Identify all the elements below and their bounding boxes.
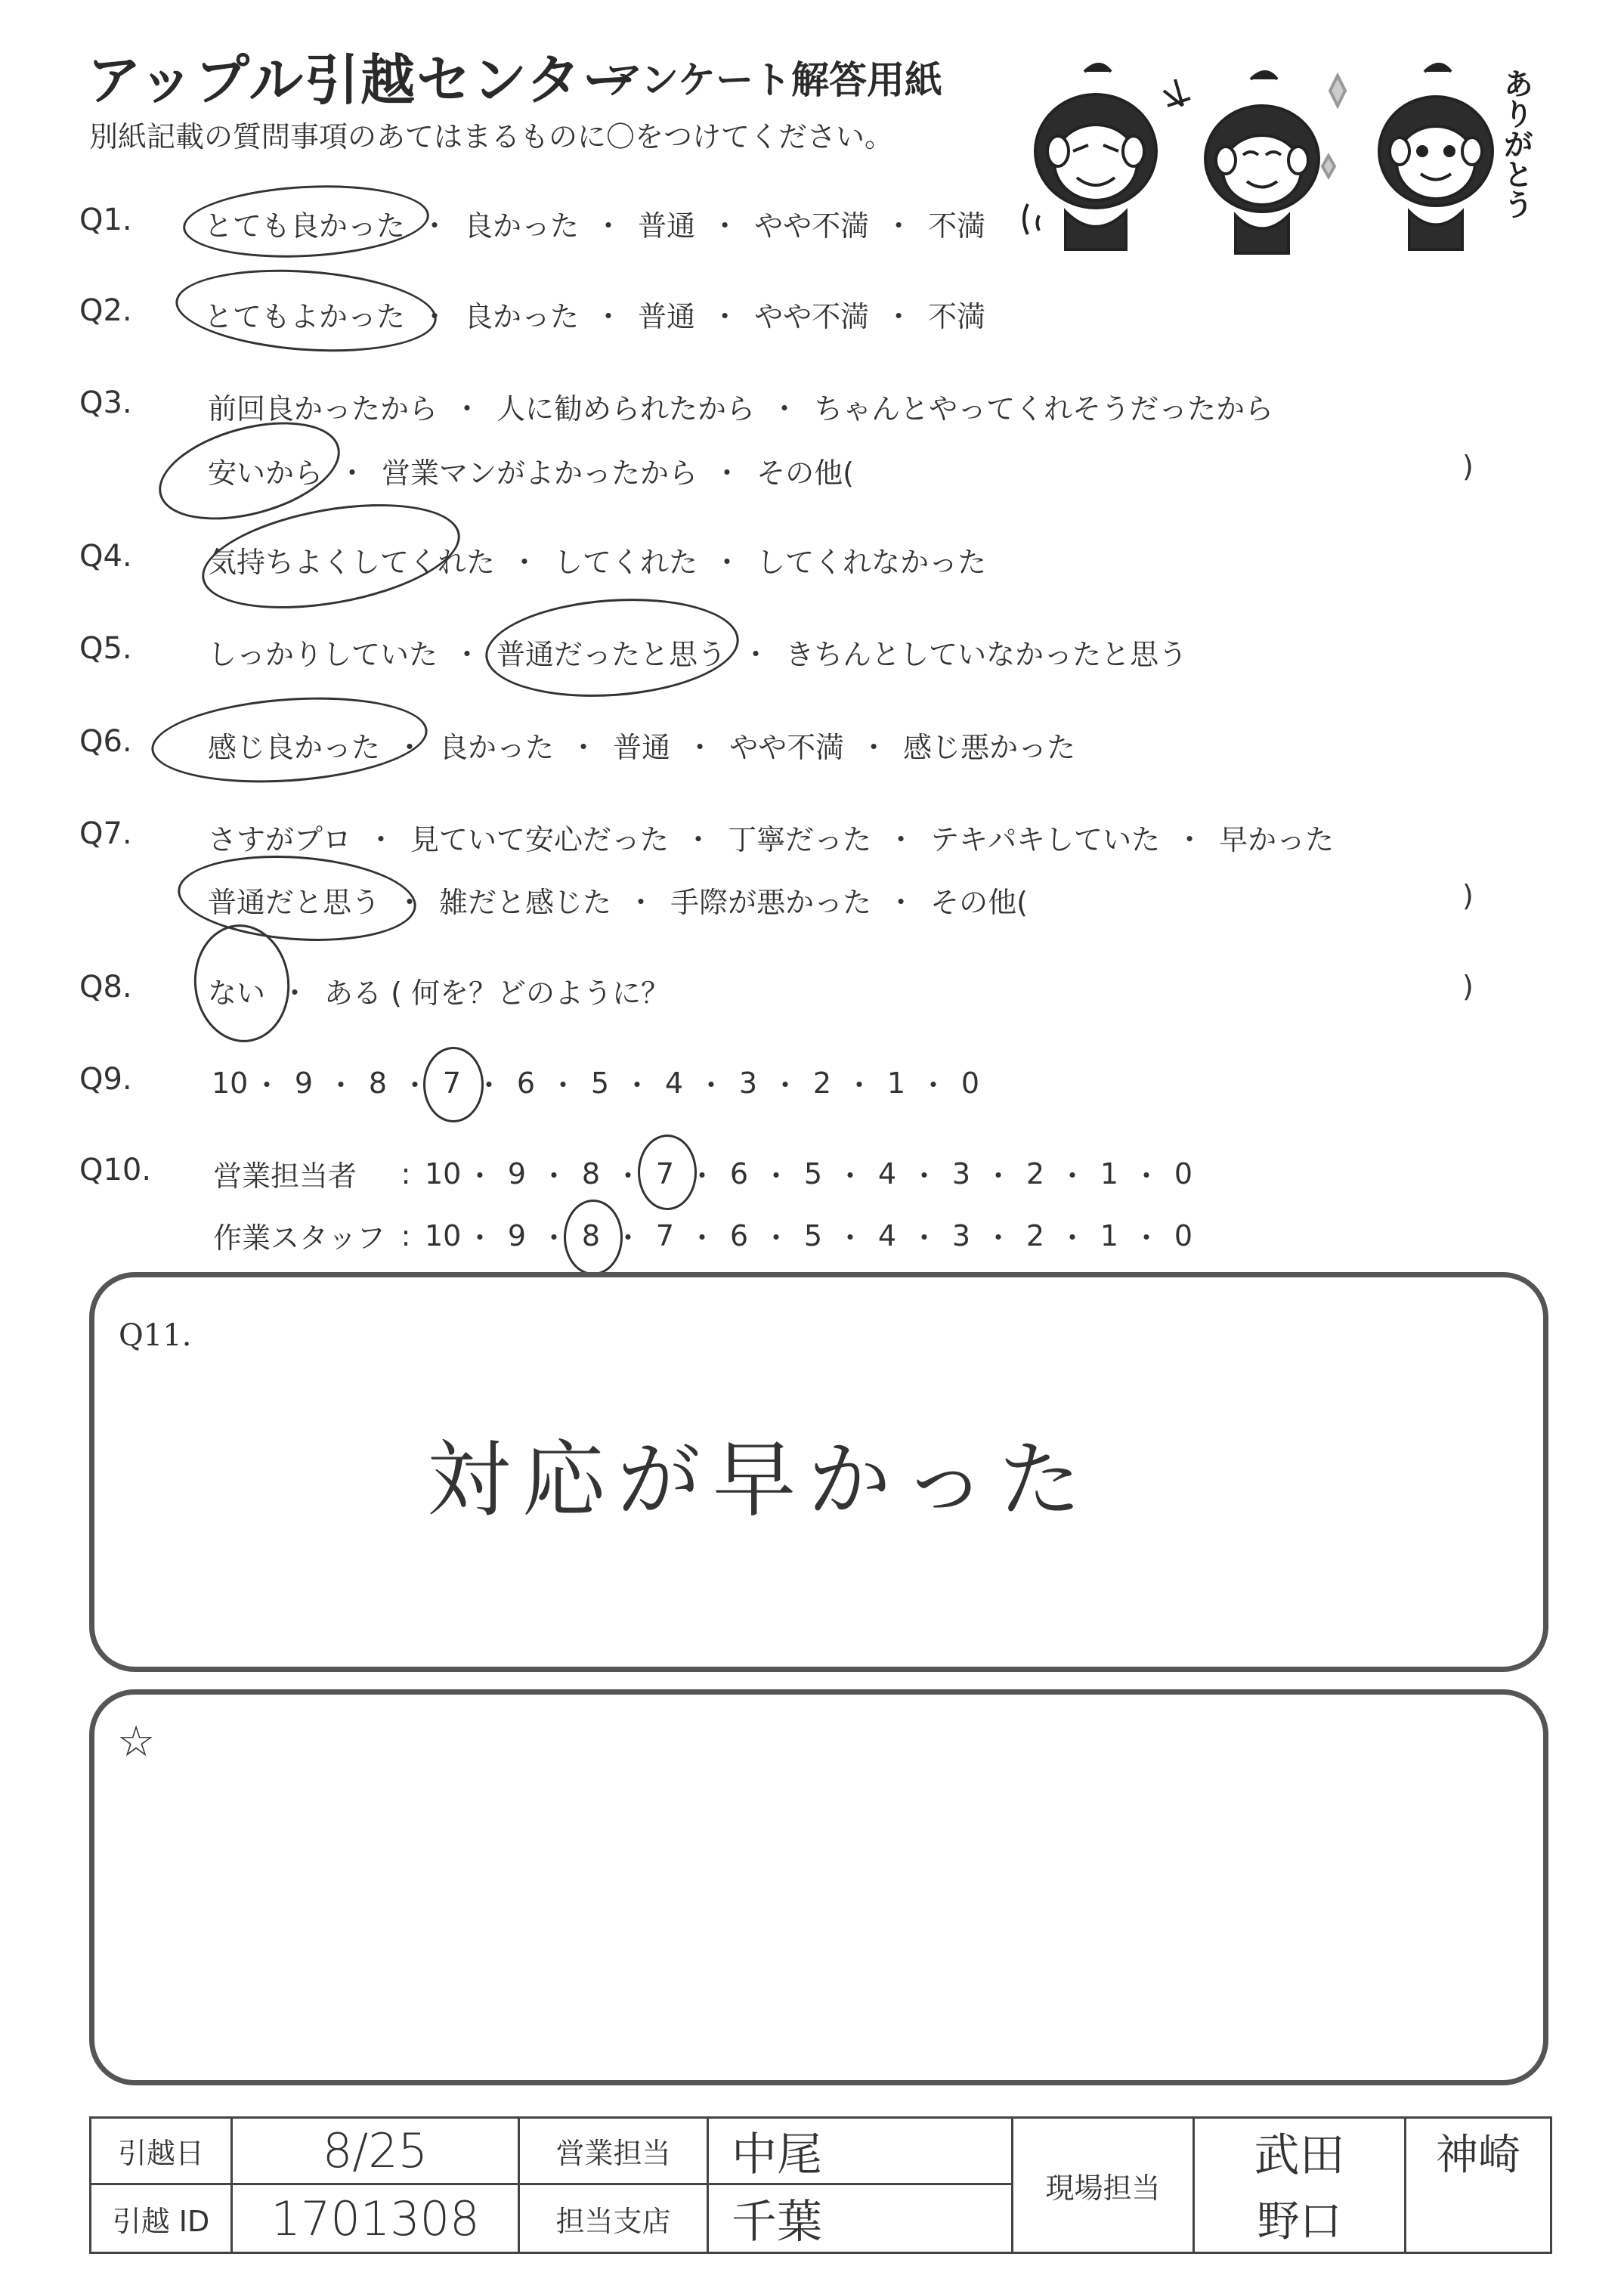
q8-other-close: ) [1462,970,1474,1003]
q10-sales-score-3[interactable]: 3 [951,1156,971,1190]
site-rep-3: 野口 [1195,2185,1406,2252]
q10-staff-score-7[interactable]: 7 [655,1218,675,1252]
site-rep-label: 現場担当 [1013,2119,1195,2252]
q7-option-6[interactable]: 普通だと思う [208,879,380,921]
q9-score-10[interactable]: 10 [212,1066,249,1100]
q9-score-6[interactable]: 6 [516,1066,536,1100]
sales-rep-value: 中尾 [709,2119,1013,2183]
q10-staff-score-8[interactable]: 8 [573,1219,609,1252]
q7-option-1[interactable]: さすがプロ [208,823,352,856]
q11-answer-text: 対応が早かった [427,1432,1093,1528]
q3-other-close: ) [1462,450,1474,483]
move-info-table [89,2116,1552,2254]
q6-option-1[interactable]: 感じ良かった [208,724,380,766]
q10-sales-score-2[interactable]: 2 [1025,1156,1045,1190]
q10-staff-score-0[interactable]: 0 [1174,1218,1193,1252]
q10-sales-score-0[interactable]: 0 [1174,1156,1193,1190]
q7-option-8[interactable]: 手際が悪かった [670,886,872,919]
q2-label: Q2. [79,293,132,328]
move-date-label: 引越日 [91,2119,233,2183]
q10-staff-score-2[interactable]: 2 [1025,1218,1045,1252]
q5-option-1[interactable]: しっかりしていた [208,638,438,671]
q1-options: とても良かった ・ 良かった ・ 普通 ・ やや不満 ・ 不満 [204,203,985,244]
instruction-text: 別紙記載の質問事項のあてはまるものに〇をつけてください。 [89,120,894,153]
q7-option-other[interactable]: その他( [930,886,1028,919]
q10-staff-label: 作業スタッフ [213,1221,386,1255]
q9-score-2[interactable]: 2 [812,1066,832,1100]
q10-sales-colon: : [401,1156,411,1190]
q10-staff-score-9[interactable]: 9 [507,1218,527,1252]
site-rep-1: 武田 [1195,2119,1406,2185]
q10-label: Q10. [79,1153,152,1187]
q3-label: Q3. [79,385,132,420]
q10-staff-score-6[interactable]: 6 [729,1218,749,1252]
q6-option-4[interactable]: やや不満 [729,731,845,764]
form-subtitle: アンケート解答用紙 [605,58,942,102]
q6-options: 感じ良かった ・ 良かった ・ 普通 ・ やや不満 ・ 感じ悪かった [208,724,1075,766]
q7-label: Q7. [79,816,132,851]
q4-option-1[interactable]: 気持ちよくしてくれた [208,539,495,580]
q7-option-4[interactable]: テキパキしていた [930,823,1161,856]
q10-sales-row: 営業担当者 : 10 ・ 9 ・ 8 ・ 7 ・ 6 ・ 5 ・ 4 ・ 3 ・ 2 ・ 1 ・ 0 [213,1153,1202,1194]
mascot-illustration [1013,53,1534,257]
q1-option-4[interactable]: やや不満 [754,209,870,243]
q1-label: Q1. [79,203,132,237]
q10-sales-score-8[interactable]: 8 [581,1156,601,1190]
q2-option-1[interactable]: とてもよかった [204,293,405,335]
mascot-monkey-1 [1024,64,1156,249]
q7-options-line1: さすがプロ ・ 見ていて安心だった ・ 丁寧だった ・ テキパキしていた ・ 早かった [208,816,1334,858]
q3-options-line2: 安いから ・ 営業マンがよかったから ・ その他( [208,450,854,491]
q9-score-0[interactable]: 0 [960,1066,980,1100]
star-label: ☆ [117,1717,156,1766]
q3-option-5[interactable]: 営業マンがよかったから [382,457,698,490]
q2-option-3[interactable]: 普通 [638,300,696,333]
move-id-value: 1701308 [233,2185,520,2252]
q2-option-5[interactable]: 不満 [928,300,986,333]
q10-sales-score-9[interactable]: 9 [507,1156,527,1190]
q3-option-4[interactable]: 安いから [208,450,323,491]
q6-label: Q6. [79,724,132,759]
q8-option-1[interactable]: ない [208,970,265,1011]
q3-option-other[interactable]: その他( [756,457,854,490]
q9-score-3[interactable]: 3 [738,1066,758,1100]
q10-staff-row: 作業スタッフ : 10 ・ 9 ・ 8 ・ 7 ・ 6 ・ 5 ・ 4 ・ 3 ・ 2 ・ 1 ・ 0 [213,1215,1202,1256]
q10-sales-score-7[interactable]: 7 [647,1157,683,1190]
q4-options: 気持ちよくしてくれた ・ してくれた ・ してくれなかった [208,539,986,580]
move-id-label: 引越 ID [91,2185,233,2252]
move-date-value: 8/25 [233,2119,520,2183]
q9-scale: 10 ・ 9 ・ 8 ・ 7 ・ 6 ・ 5 ・ 4 ・ 3 ・ 2 ・ 1 ・ 0 [212,1062,988,1104]
q1-option-3[interactable]: 普通 [638,209,696,243]
branch-value: 千葉 [709,2185,1013,2252]
q7-option-7[interactable]: 雑だと感じた [439,886,612,919]
q8-option-2[interactable]: ある ( 何を？どのように？ [324,977,670,1010]
q10-staff-score-5[interactable]: 5 [803,1218,823,1252]
q4-label: Q4. [79,539,132,574]
q6-option-2[interactable]: 良かった [439,731,555,764]
q1-option-2[interactable]: 良かった [464,209,580,243]
branch-label: 担当支店 [520,2185,709,2252]
q2-option-4[interactable]: やや不満 [754,300,870,333]
q10-staff-score-10[interactable]: 10 [425,1218,462,1252]
q6-option-3[interactable]: 普通 [613,731,671,764]
q4-option-2[interactable]: してくれた [554,546,698,579]
mascot-monkey-3 [1322,64,1493,249]
sales-rep-label: 営業担当 [520,2119,709,2183]
thanks-text: ありがとう [1499,68,1533,219]
q9-score-1[interactable]: 1 [886,1066,906,1100]
q3-option-1[interactable]: 前回良かったから [208,392,438,426]
free-comment-box[interactable] [89,1689,1548,2085]
mascot-monkey-2 [1164,72,1319,253]
q5-option-2[interactable]: 普通だったと思う [496,631,726,673]
q5-options: しっかりしていた ・ 普通だったと思う ・ きちんとしていなかったと思う [208,631,1187,673]
q9-score-8[interactable]: 8 [368,1066,388,1100]
q1-option-1[interactable]: とても良かった [204,203,405,244]
q10-staff-score-3[interactable]: 3 [951,1218,971,1252]
q10-staff-colon: : [401,1218,411,1252]
q5-label: Q5. [79,631,132,666]
q9-score-7[interactable]: 7 [434,1067,470,1100]
q10-sales-score-1[interactable]: 1 [1100,1156,1119,1190]
q7-other-close: ) [1462,879,1474,912]
q9-label: Q9. [79,1062,132,1097]
q9-score-9[interactable]: 9 [294,1066,314,1100]
q3-options-line1: 前回良かったから ・ 人に勧められたから ・ ちゃんとやってくれそうだったから [208,385,1273,427]
q10-sales-score-10[interactable]: 10 [425,1156,462,1190]
q10-sales-score-5[interactable]: 5 [803,1156,823,1190]
company-title: アップル引越センター [87,48,639,112]
q7-options-line2: 普通だと思う ・ 雑だと感じた ・ 手際が悪かった ・ その他( [208,879,1028,921]
q8-label: Q8. [79,970,132,1005]
q10-sales-score-6[interactable]: 6 [729,1156,749,1190]
q10-sales-label: 営業担当者 [213,1159,357,1193]
q5-option-3[interactable]: きちんとしていなかったと思う [785,638,1188,671]
site-rep-2: 神崎 [1436,2131,1520,2180]
q2-options: とてもよかった ・ 良かった ・ 普通 ・ やや不満 ・ 不満 [204,293,985,335]
site-rep-empty [1406,2185,1550,2252]
q7-option-5[interactable]: 早かった [1219,823,1335,856]
q3-option-3[interactable]: ちゃんとやってくれそうだったから [814,392,1274,426]
q10-staff-score-1[interactable]: 1 [1100,1218,1119,1252]
q7-option-2[interactable]: 見ていて安心だった [410,823,670,856]
q6-option-5[interactable]: 感じ悪かった [903,731,1076,764]
q10-sales-score-4[interactable]: 4 [877,1156,897,1190]
q7-option-3[interactable]: 丁寧だった [728,823,872,856]
q9-score-5[interactable]: 5 [590,1066,610,1100]
q11-label: Q11. [119,1318,192,1353]
q10-staff-score-4[interactable]: 4 [877,1218,897,1252]
q4-option-3[interactable]: してくれなかった [756,546,987,579]
q8-options: ない ・ ある ( 何を？どのように？ [208,970,670,1011]
q11-comment-box[interactable] [89,1272,1548,1672]
q2-option-2[interactable]: 良かった [464,300,580,333]
q1-option-5[interactable]: 不満 [928,209,986,243]
q9-score-4[interactable]: 4 [664,1066,684,1100]
q3-option-2[interactable]: 人に勧められたから [496,392,756,426]
